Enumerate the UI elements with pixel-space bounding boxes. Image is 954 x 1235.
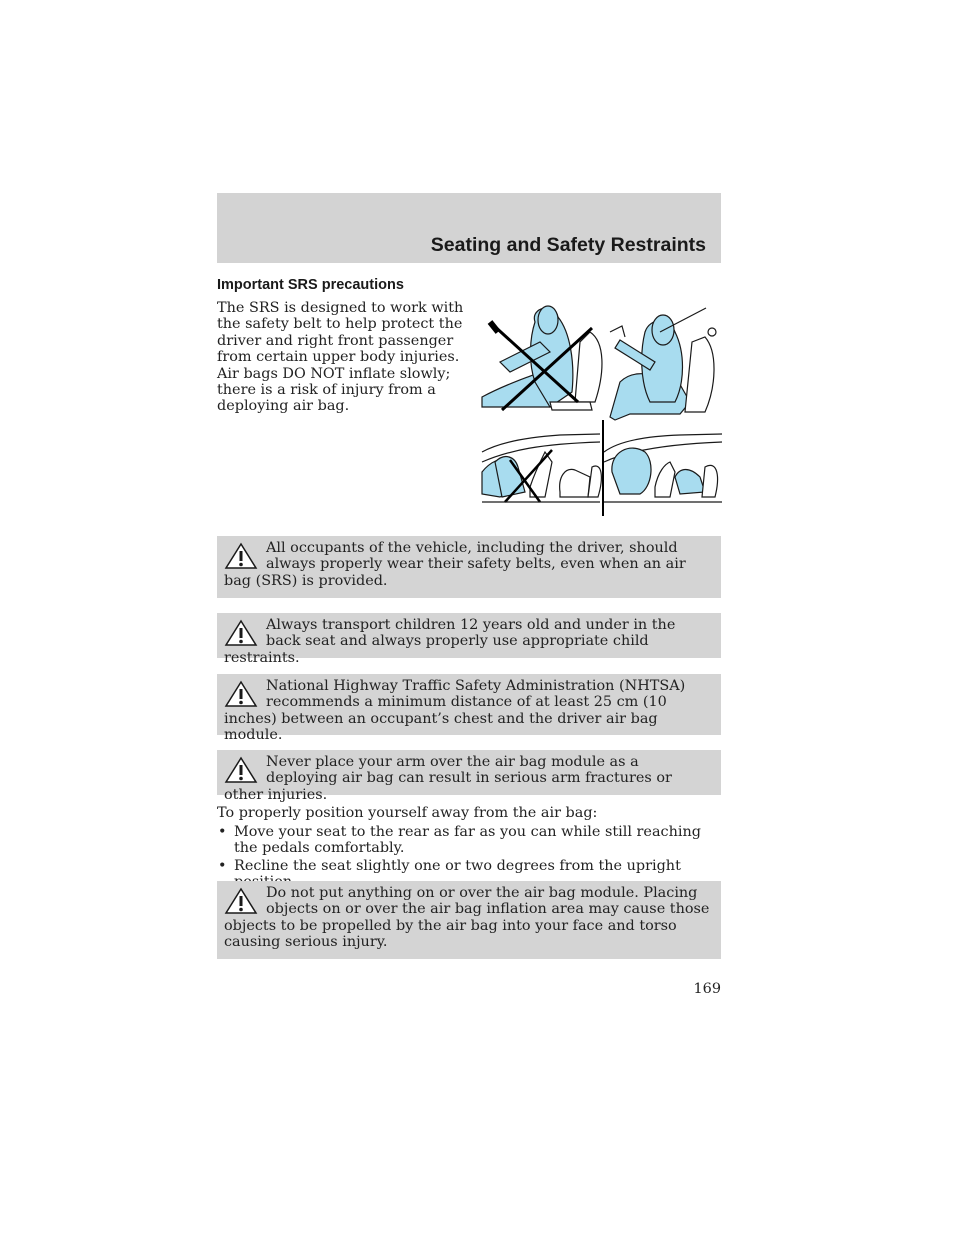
bullet-dot: • [218,824,227,840]
bullet-text: Recline the seat slightly one or two degrees from the upright [234,858,681,874]
warning-box-objects [217,881,721,959]
warning-triangle-icon [224,756,260,784]
child-front-seat-figure [482,434,601,502]
airbag-illustration [480,302,722,518]
warning-triangle-icon [224,542,260,570]
intro-paragraph: The SRS is designed to work with the safety belt to help protect the driver and right front passenger from certain upper body injuries. Air bags DO NOT inflate slowly; there is a risk of injury from a deploying air bag. [217,300,464,415]
warning-text: National Highway Traffic Safety Administration (NHTSA) recommends a minimum distance of at least 25 cm (10 inches) between an occupant’s chest and the driver air bag module. [224,678,686,744]
bullet-text: Move your seat to the rear as far as you can while still reaching the pedals comfortably. [234,824,701,857]
bullet-item [217,824,721,857]
page-number: 169 [693,981,721,997]
occupant-too-close-figure [482,306,602,410]
positioning-intro: To properly position yourself away from the air bag: [217,805,598,821]
warning-text: All occupants of the vehicle, including the driver, should always properly wear their safety belts, even when an air bag (SRS) is provided. [224,540,686,589]
occupant-proper-figure [610,308,716,420]
page-title: Seating and Safety Restraints [430,234,706,256]
warning-text: Always transport children 12 years old and under in the back seat and always properly use appropriate child restraints. [224,617,676,666]
header-band [217,193,721,263]
warning-box-safety-belts [217,536,721,598]
warning-text: Never place your arm over the air bag module as a deploying air bag can result in serious arm fractures or other injuries. [224,754,672,803]
warning-box-nhtsa [217,674,721,744]
warning-box-arm [217,750,721,803]
warning-triangle-icon [224,887,260,915]
warning-text: Do not put anything on or over the air bag module. Placing objects on or over the air bag inflation area may cause those objects to be propelled by the air bag into your face and torso causing serious injury. [224,885,710,951]
bullet-dot: • [218,858,227,874]
section-heading: Important SRS precautions [217,277,404,293]
warning-triangle-icon [224,680,260,708]
warning-triangle-icon [224,619,260,647]
child-rear-seat-figure [604,434,722,502]
warning-box-children [217,613,721,666]
